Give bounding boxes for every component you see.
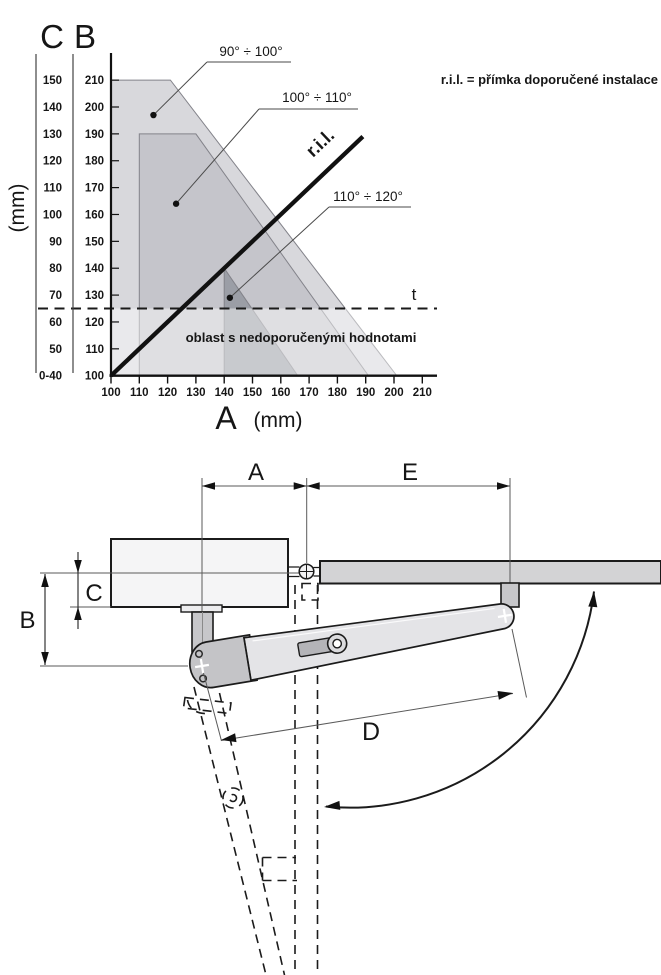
c-tick-label: 110 <box>43 182 62 195</box>
x-tick-label: 180 <box>327 387 347 399</box>
c-tick-label: 150 <box>42 75 62 88</box>
zone-label-0: 90° ÷ 100° <box>219 44 283 59</box>
x-tick-label: 130 <box>186 387 206 399</box>
b-axis-title: B <box>73 18 97 55</box>
c-tick-label: 140 <box>42 102 62 114</box>
label-dimension-c: C <box>85 580 103 607</box>
hinge-bracket-dashed <box>302 584 318 601</box>
c-tick-label: 80 <box>49 263 62 276</box>
label-dimension-e: E <box>401 459 419 486</box>
b-tick-label: 150 <box>84 236 104 249</box>
c-tick-label: 120 <box>42 155 62 168</box>
c-tick-label: 60 <box>49 316 62 329</box>
b-tick-label: 180 <box>84 155 104 168</box>
arm-open-outline-left <box>194 687 266 975</box>
c-tick-label: 50 <box>49 343 62 356</box>
b-tick-label: 130 <box>84 290 104 303</box>
arm-open-keyhole <box>223 788 243 808</box>
c-tick-label: 100 <box>42 209 62 222</box>
x-tick-label: 150 <box>242 387 263 399</box>
b-tick-label: 140 <box>84 263 104 276</box>
x-tick-label: 190 <box>356 387 376 399</box>
ril-legend: r.i.l. = přímka doporučené instalace <box>440 72 658 87</box>
b-tick-label: 100 <box>84 370 104 383</box>
y-unit-label: (mm) <box>6 183 29 233</box>
zone-dot-0 <box>150 112 156 118</box>
label-dimension-b: B <box>19 607 36 634</box>
operator-installation-drawing <box>0 440 661 975</box>
x-tick-label: 210 <box>412 387 432 399</box>
restricted-area-label: oblast s nedoporučenými hodnotami <box>185 330 417 345</box>
x-tick-label: 140 <box>214 387 234 399</box>
zone-label-1: 100° ÷ 110° <box>282 90 352 105</box>
arm-open-keyhole-center <box>230 795 237 802</box>
x-tick-label: 100 <box>101 387 121 399</box>
label-dimension-a: A <box>247 459 265 486</box>
installation-dimensions-chart <box>0 0 661 440</box>
x-unit-label: (mm) <box>253 409 303 432</box>
zone-dot-2 <box>227 295 233 301</box>
d-arrow-right <box>498 691 514 700</box>
arc-arrow-bottom <box>324 801 340 810</box>
zone-dot-1 <box>173 201 179 207</box>
arm-open-slot-tab <box>263 858 298 881</box>
zone-label-2: 110° ÷ 120° <box>333 189 403 204</box>
c-tick-label: 0-40 <box>38 370 62 383</box>
release-keyhole-center <box>332 639 342 649</box>
d-arrow-left <box>221 733 237 742</box>
x-tick-label: 160 <box>271 387 291 399</box>
c-tick-label: 90 <box>49 236 62 249</box>
x-tick-label: 110 <box>130 387 149 399</box>
b-tick-label: 170 <box>84 182 104 195</box>
x-tick-label: 120 <box>158 387 178 399</box>
b-tick-label: 210 <box>84 75 104 88</box>
b-tick-label: 120 <box>84 316 104 329</box>
gate-leaf <box>320 561 661 584</box>
ril-rotated-label: r.i.l. <box>301 125 339 161</box>
label-dimension-d: D <box>361 718 381 746</box>
b-tick-label: 110 <box>85 343 104 356</box>
t-label: t <box>411 285 417 304</box>
b-tick-label: 190 <box>84 128 104 141</box>
x-tick-label: 200 <box>384 387 404 399</box>
c-axis-title: C <box>40 18 64 55</box>
c-tick-label: 130 <box>42 128 62 141</box>
c-tick-label: 70 <box>49 290 62 303</box>
extension-line-d-front <box>512 629 527 698</box>
hinge <box>288 564 320 580</box>
b-tick-label: 200 <box>84 102 104 114</box>
b-tick-label: 160 <box>84 209 104 222</box>
x-axis-title: A <box>215 400 237 436</box>
x-tick-label: 170 <box>299 387 319 399</box>
